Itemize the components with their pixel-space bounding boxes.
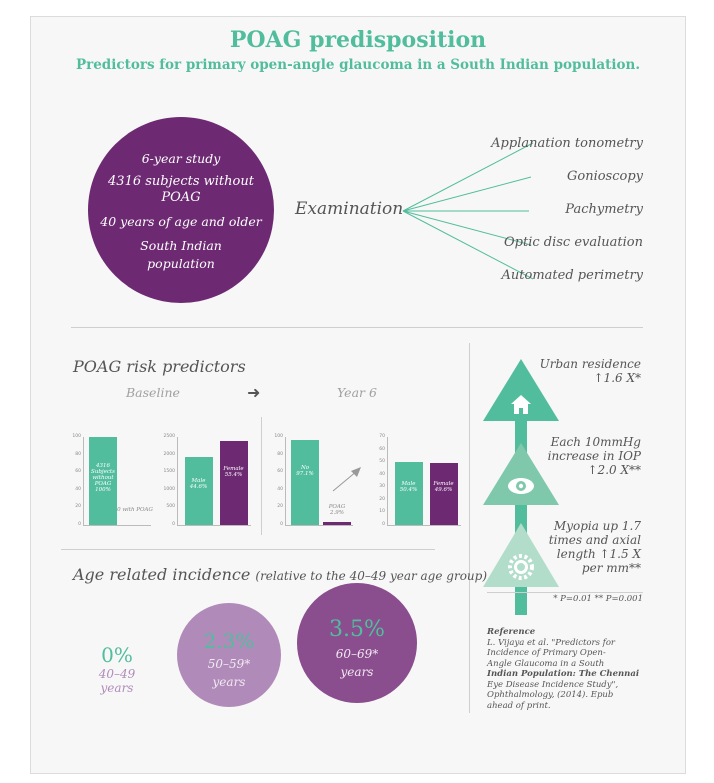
reference-line-5: Eye Disease Incidence Study", <box>487 679 619 690</box>
age-heading-note: (relative to the 40–49 year age group) <box>255 569 488 583</box>
arrow-right-icon: ➜ <box>247 383 261 402</box>
exam-item-2: Gonioscopy <box>566 169 643 184</box>
predictor-myopia <box>501 519 641 575</box>
footnote-rule <box>487 592 643 593</box>
y-tick-label: 0 <box>78 522 81 527</box>
page-title: POAG predisposition <box>229 27 487 53</box>
top-divider <box>71 327 643 328</box>
study-subjects-line2: POAG <box>161 190 201 205</box>
risk-heading: POAG risk predictors <box>73 357 246 376</box>
y-tick-label: 20 <box>379 496 385 502</box>
y-tick-label: 100 <box>274 434 283 439</box>
predictor-iop <box>501 435 641 477</box>
exam-item-5: Automated perimetry <box>501 268 643 283</box>
bar-1 <box>430 463 458 525</box>
baseline-year6-divider <box>261 417 262 535</box>
y-tick-label: 40 <box>75 486 81 492</box>
study-age: 40 years of age and older <box>100 214 262 229</box>
predictor-myopia-line4: per mm** <box>581 561 641 575</box>
exam-item-1: Applanation tonometry <box>491 136 643 151</box>
study-subjects-line1: 4316 subjects without <box>108 174 254 189</box>
bar-label-1: 0 with POAG <box>117 507 153 513</box>
reference-heading: Reference <box>487 627 536 637</box>
infographic-card <box>30 16 686 774</box>
y-tick-label: 1500 <box>163 469 175 475</box>
reference-block <box>487 627 657 711</box>
predictor-iop-line2: increase in IOP <box>547 449 641 463</box>
age-unit-40-49: years <box>100 681 134 695</box>
study-duration: 6-year study <box>141 151 221 166</box>
y-tick-label: 2500 <box>163 434 175 439</box>
predictor-iop-value: ↑2.0 X** <box>587 463 641 477</box>
bar-label-0: Male 44.6% <box>189 477 208 490</box>
y-axis-line <box>285 437 286 525</box>
y-tick-label: 500 <box>166 504 175 510</box>
bar-label-1: POAG 2.9% <box>328 504 346 517</box>
bar-0 <box>395 462 423 525</box>
study-population-line2: population <box>147 256 215 271</box>
predictor-urban <box>501 357 641 385</box>
age-heading-main: Age related incidence <box>73 565 251 584</box>
age-pct-50-59: 2.3% <box>203 629 255 653</box>
age-range-40-49: 40–49 <box>98 667 136 681</box>
y-tick-label: 60 <box>277 469 283 475</box>
predictor-stack <box>483 357 559 615</box>
y-tick-label: 50 <box>379 459 385 465</box>
bar-label-1: Female 49.6% <box>433 481 454 494</box>
reference-line-1: L. Vijaya et al. "Predictors for <box>487 637 615 648</box>
eye-icon <box>508 478 534 494</box>
age-group-40-49 <box>87 643 147 695</box>
predictor-myopia-line1: Myopia up 1.7 <box>553 519 641 533</box>
x-axis-line <box>177 525 251 526</box>
age-group-60-69 <box>297 583 417 703</box>
predictor-iop-line1: Each 10mmHg <box>550 435 641 449</box>
bar-label-0: 4316 Subjects without POAG 100% <box>91 463 115 494</box>
reference-line-3: Angle Glaucoma in a South <box>487 658 605 669</box>
y-tick-label: 30 <box>379 484 385 490</box>
y-tick-label: 100 <box>72 434 81 439</box>
study-circle <box>88 117 274 303</box>
reference-line-7: ahead of print. <box>487 700 551 711</box>
age-pct-60-69: 3.5% <box>329 617 385 642</box>
bar-1 <box>220 441 248 525</box>
age-pct-40-49: 0% <box>101 643 133 667</box>
bar-label-1: Female 55.4% <box>223 465 244 478</box>
reference-line-6: Ophthalmology, (2014). Epub <box>487 690 614 700</box>
age-heading <box>73 565 487 584</box>
right-column-divider <box>469 343 470 713</box>
baseline-subjects-chart <box>67 429 151 529</box>
increase-arrow-icon <box>331 463 365 495</box>
y-tick-label: 0 <box>172 522 175 527</box>
y-tick-label: 60 <box>379 446 385 452</box>
study-population-line1: South Indian <box>140 238 222 253</box>
reference-line-4: Indian Population: The Chennai <box>487 669 640 679</box>
age-unit-60-69: years <box>340 665 374 679</box>
y-tick-label: 40 <box>379 471 385 477</box>
significance-footnote: * P=0.01 ** P=0.001 <box>553 594 643 604</box>
bar-label-0: Male 50.4% <box>399 480 418 493</box>
x-axis-line <box>387 525 461 526</box>
y-tick-label: 10 <box>379 509 385 515</box>
y-axis-line <box>83 437 84 525</box>
x-axis-line <box>285 525 353 526</box>
exam-item-4: Optic disc evaluation <box>504 235 643 250</box>
y-axis-line <box>177 437 178 525</box>
bar-0 <box>291 440 319 525</box>
y-tick-label: 80 <box>277 451 283 457</box>
y-tick-label: 0 <box>382 522 385 527</box>
age-range-60-69: 60–69* <box>335 647 379 661</box>
y-tick-label: 40 <box>277 486 283 492</box>
year6-sex-chart <box>371 429 461 529</box>
y-tick-label: 20 <box>277 504 283 510</box>
predictor-urban-label: Urban residence <box>539 357 641 371</box>
predictor-myopia-line2: times and axial <box>548 533 641 547</box>
middle-divider <box>61 549 435 550</box>
year6-label: Year 6 <box>337 385 377 400</box>
baseline-sex-chart <box>161 429 251 529</box>
y-tick-label: 0 <box>280 522 283 527</box>
y-axis-line <box>387 437 388 525</box>
y-tick-label: 70 <box>379 434 385 439</box>
baseline-label: Baseline <box>126 385 180 400</box>
age-group-50-59 <box>177 603 281 707</box>
age-unit-50-59: years <box>212 675 246 689</box>
page-subtitle: Predictors for primary open-angle glaucoma in a South Indian population. <box>75 57 641 73</box>
predictor-myopia-line3: length ↑1.5 X <box>556 547 641 561</box>
y-tick-label: 60 <box>75 469 81 475</box>
y-tick-label: 1000 <box>163 486 175 492</box>
x-axis-line <box>83 525 151 526</box>
y-tick-label: 2000 <box>163 451 175 457</box>
exam-item-3: Pachymetry <box>565 202 643 217</box>
examination-label: Examination <box>295 199 404 219</box>
age-range-50-59: 50–59* <box>207 657 251 671</box>
bar-0 <box>185 457 213 525</box>
y-tick-label: 20 <box>75 504 81 510</box>
bar-label-0: No 97.1% <box>296 465 314 478</box>
bar-1 <box>323 522 351 525</box>
predictor-urban-value: ↑1.6 X* <box>593 371 641 385</box>
y-tick-label: 80 <box>75 451 81 457</box>
reference-line-2: Incidence of Primary Open- <box>487 648 606 658</box>
